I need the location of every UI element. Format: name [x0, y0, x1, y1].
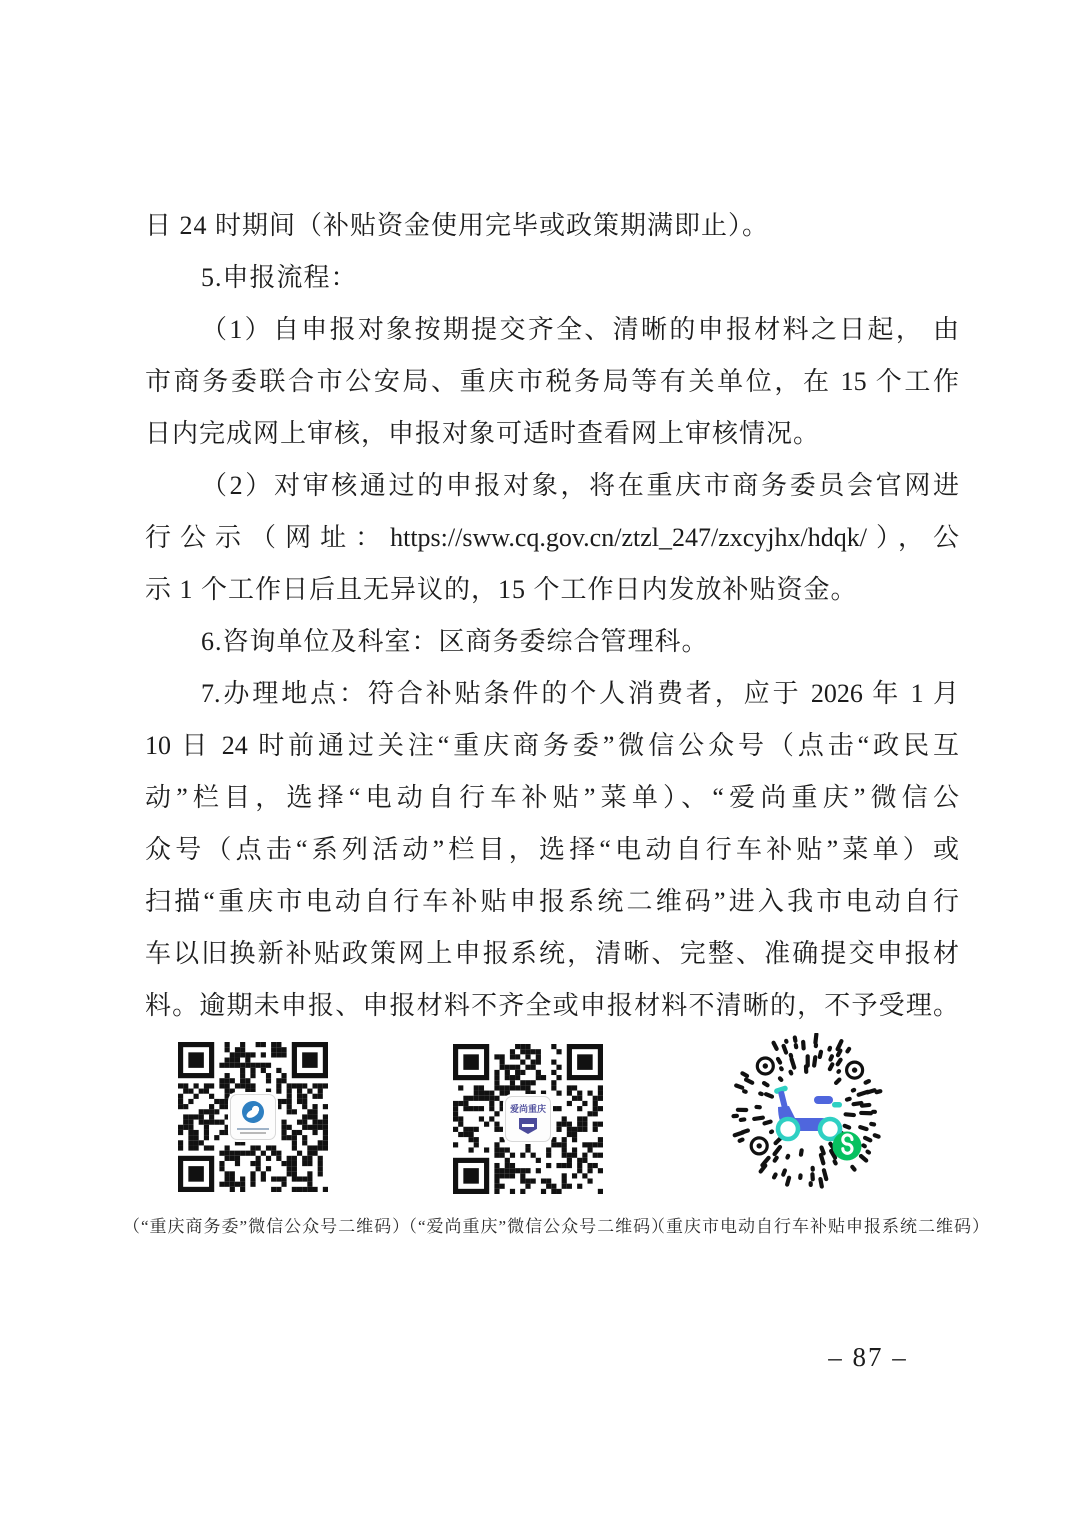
qr-code-aishang-cq — [453, 1044, 603, 1194]
text-line: 市商务委联合市公安局、重庆市税务局等有关单位，在 15 个工作 — [145, 367, 959, 396]
blue-swirl-icon — [242, 1101, 264, 1123]
text-line: （1）自申报对象按期提交齐全、清晰的申报材料之日起， 由 — [201, 315, 959, 344]
text-line: 10 日 24 时前通过关注“重庆商务委”微信公众号（点击“政民互 — [145, 731, 959, 760]
text-line: 众号（点击“系列活动”栏目，选择“电动自行车补贴”菜单）或 — [145, 835, 959, 864]
text-line: 动”栏目，选择“电动自行车补贴”菜单）、“爱尚重庆”微信公 — [145, 783, 959, 812]
text-line: 扫描“重庆市电动自行车补贴申报系统二维码”进入我市电动自行 — [145, 887, 959, 916]
text-line: 6.咨询单位及科室：区商务委综合管理科。 — [201, 627, 709, 656]
qr-code-miniprogram — [728, 1033, 888, 1195]
qr-caption-3: （重庆市电动自行车补贴申报系统二维码） — [648, 1217, 990, 1236]
page-number: – 87 – — [828, 1342, 908, 1372]
mini-program-icon — [833, 1132, 862, 1161]
aishang-cq-logo-icon — [505, 1096, 551, 1142]
text-line: 车以旧换新补贴政策网上申报系统，清晰、完整、准确提交申报材 — [145, 939, 959, 968]
text-line: 7.办理地点：符合补贴条件的个人消费者，应于 2026 年 1 月 — [201, 679, 959, 708]
qr-caption-1: （“重庆商务委”微信公众号二维码） — [123, 1217, 411, 1236]
text-line: 料。逾期未申报、申报材料不齐全或申报材料不清晰的，不予受理。 — [145, 991, 959, 1020]
text-line: （2）对审核通过的申报对象，将在重庆市商务委员会官网进 — [201, 471, 959, 500]
text-line: 行公示（网址：https://sww.cq.gov.cn/ztzl_247/zxcyjhx/hdqk/），公 — [145, 523, 959, 552]
text-line: 日 24 时期间（补贴资金使用完毕或政策期满即止）。 — [145, 211, 770, 240]
aishang-logo-label: 爱尚重庆 — [510, 1104, 546, 1115]
text-line: 日内完成网上审核，申报对象可适时查看网上审核情况。 — [145, 419, 821, 448]
qr-pattern-3 — [728, 1033, 888, 1195]
cq-commerce-logo-icon — [230, 1094, 276, 1140]
shield-icon — [519, 1118, 537, 1134]
document-text — [145, 200, 959, 1032]
text-line: 5.申报流程： — [201, 263, 358, 292]
qr-caption-2: （“爱尚重庆”微信公众号二维码） — [400, 1217, 670, 1236]
qr-code-cq-commerce — [178, 1042, 328, 1192]
logo-text-lines — [237, 1126, 269, 1134]
text-line: 示 1 个工作日后且无异议的，15 个工作日内发放补贴资金。 — [145, 575, 858, 604]
